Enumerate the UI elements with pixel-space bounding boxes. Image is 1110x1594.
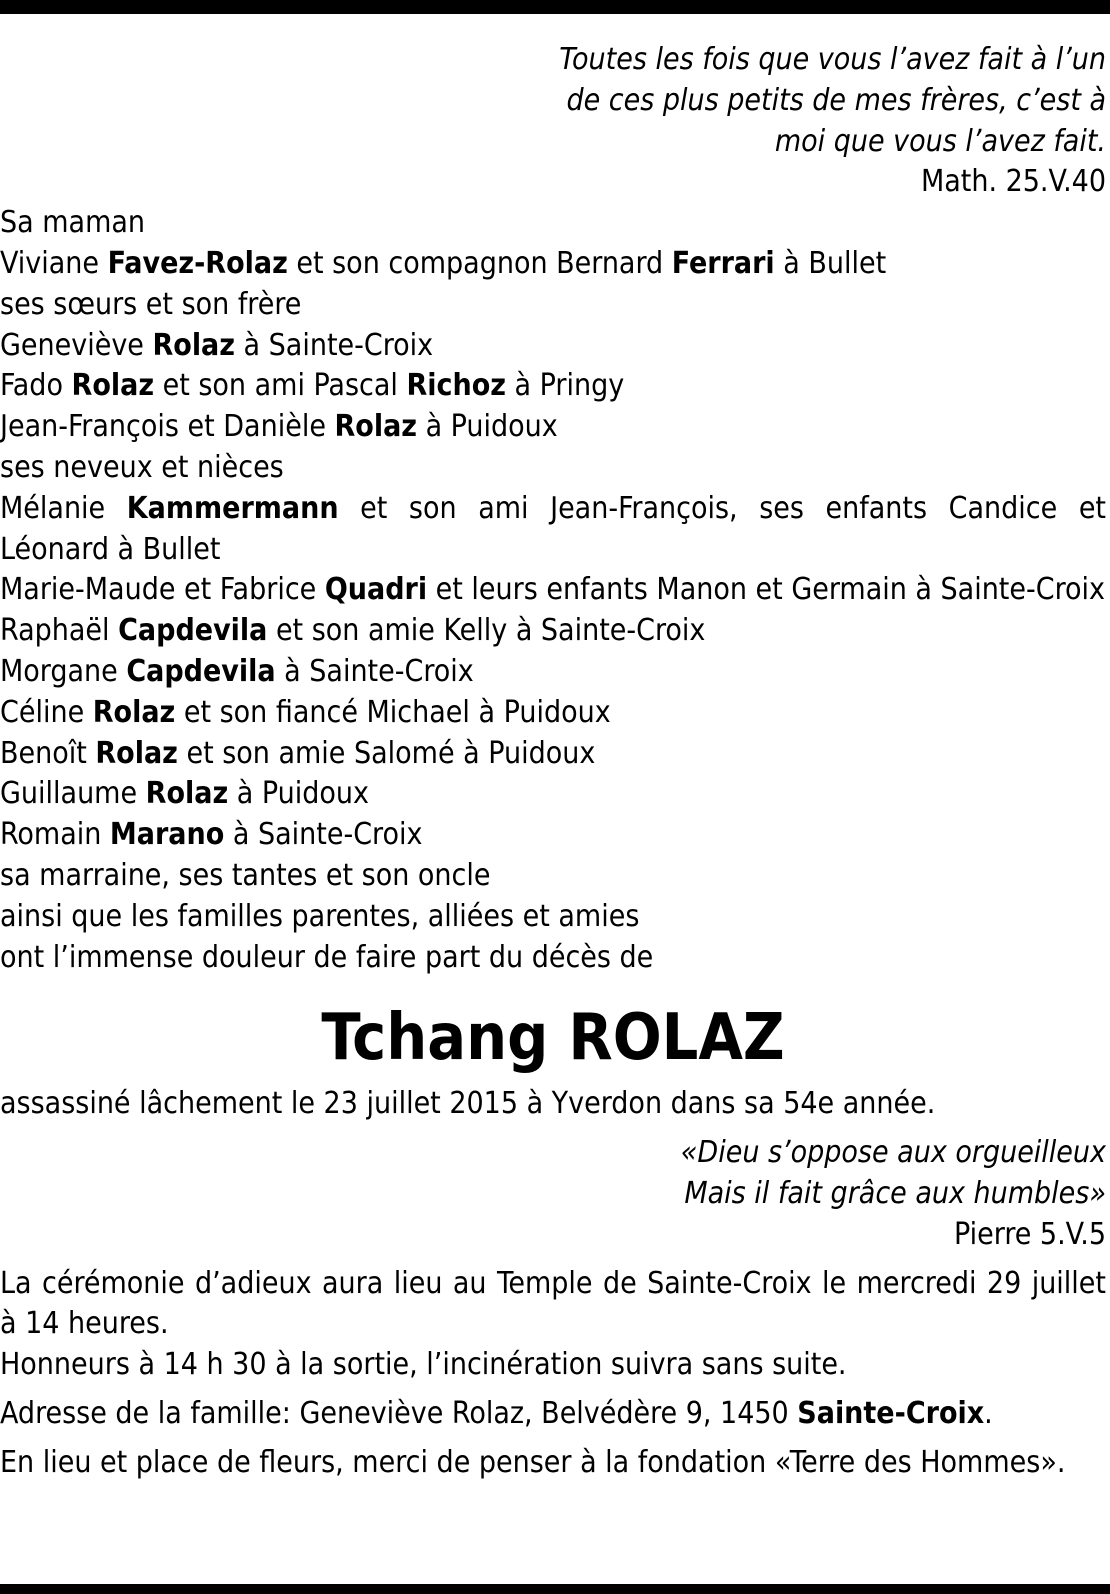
family-text: à Bullet	[774, 245, 887, 281]
family-text: Raphaël	[0, 613, 119, 649]
family-text: et son ami Pascal	[154, 368, 407, 404]
family-text: et son ami Jean-François, ses enfants Candice et Léonard à Bullet	[0, 490, 1107, 567]
honours-info: Honneurs à 14 h 30 à la sortie, l’incinération suivra sans suite.	[0, 1347, 847, 1383]
epigraph-reference: Math. 25.V.40	[920, 164, 1106, 200]
top-border-rule	[0, 0, 1110, 14]
family-surname: Rolaz	[92, 694, 176, 730]
family-line: ses neveux et nièces	[0, 449, 284, 485]
family-text: Guillaume	[0, 776, 146, 812]
family-line	[0, 326, 1106, 367]
bottom-border-rule	[0, 1584, 1110, 1594]
family-address	[0, 1394, 1106, 1435]
family-surname: Favez-Rolaz	[107, 245, 288, 281]
family-line	[0, 815, 1106, 856]
epigraph-quote	[0, 40, 1106, 203]
family-line: sa marraine, ses tantes et son oncle	[0, 857, 491, 893]
family-line	[0, 652, 1106, 693]
epigraph-line: Toutes les fois que vous l’avez fait à l’un	[559, 42, 1106, 77]
family-text: à Puidoux	[228, 776, 369, 812]
family-text: Morgane	[0, 653, 127, 689]
family-line	[0, 570, 1106, 611]
family-text: Mélanie	[0, 490, 127, 526]
address-text: Adresse de la famille: Geneviève Rolaz, Belvédère 9, 1450	[0, 1395, 798, 1431]
family-line	[0, 489, 1106, 571]
family-surname: Rolaz	[95, 735, 178, 771]
family-surname: Rolaz	[71, 368, 155, 404]
family-text: et leurs enfants Manon et Germain à Sainte-Croix	[427, 572, 1105, 608]
quote-reference: Pierre 5.V.5	[954, 1216, 1106, 1252]
family-line	[0, 774, 1106, 815]
second-quote	[0, 1133, 1106, 1255]
family-surname: Rolaz	[145, 776, 229, 812]
family-text: Viviane	[0, 245, 108, 281]
family-line: Sa maman	[0, 205, 146, 241]
family-line	[0, 611, 1106, 652]
family-line	[0, 693, 1106, 734]
family-text: Geneviève	[0, 327, 153, 363]
death-notice: assassiné lâchement le 23 juillet 2015 à Yverdon dans sa 54e année.	[0, 1086, 936, 1122]
family-text: à Sainte-Croix	[224, 817, 423, 853]
epigraph-line: de ces plus petits de mes frères, c’est à	[566, 82, 1106, 118]
family-text: Romain	[0, 817, 110, 853]
family-surname: Quadri	[324, 572, 428, 608]
family-surname: Rolaz	[334, 409, 417, 445]
obituary-notice	[0, 40, 1106, 1484]
address-city: Sainte-Croix	[797, 1395, 985, 1431]
deceased-name: Tchang ROLAZ	[321, 1001, 785, 1076]
family-line	[0, 244, 1106, 285]
family-list	[0, 203, 1106, 978]
family-text: Marie-Maude et Fabrice	[0, 572, 325, 608]
family-line: ainsi que les familles parentes, alliées et amies	[0, 898, 640, 934]
family-text: Benoît	[0, 735, 96, 771]
address-text: .	[984, 1395, 993, 1431]
epigraph-line: moi que vous l’avez fait.	[774, 123, 1106, 159]
family-surname: Kammermann	[126, 490, 339, 526]
family-surname: Richoz	[406, 368, 506, 404]
family-text: et son amie Salomé à Puidoux	[177, 735, 596, 771]
family-text: et son compagnon Bernard	[287, 245, 672, 281]
family-line	[0, 366, 1106, 407]
family-surname: Capdevila	[126, 653, 276, 689]
family-text: Jean-François et Danièle	[0, 409, 335, 445]
quote-line: «Dieu s’oppose aux orgueilleux	[680, 1135, 1106, 1171]
family-text: Fado	[0, 368, 72, 404]
family-surname: Rolaz	[152, 327, 235, 363]
flowers-note: En lieu et place de fleurs, merci de penser à la fondation «Terre des Hommes».	[0, 1444, 1066, 1480]
family-text: et son fiancé Michael à Puidoux	[175, 694, 611, 730]
family-text: à Sainte-Croix	[234, 327, 434, 363]
family-text: à Pringy	[505, 368, 625, 404]
family-line: ses sœurs et son frère	[0, 286, 302, 322]
family-text: à Sainte-Croix	[275, 653, 474, 689]
family-surname: Capdevila	[118, 613, 268, 649]
family-surname: Ferrari	[671, 245, 775, 281]
quote-line: Mais il fait grâce aux humbles»	[684, 1175, 1106, 1211]
family-text: Céline	[0, 694, 93, 730]
family-surname: Marano	[109, 817, 225, 853]
family-text: à Puidoux	[417, 409, 558, 445]
ceremony-info: La cérémonie d’adieux aura lieu au Temple de Sainte-Croix le mercredi 29 juillet à 14 heures.	[0, 1265, 1106, 1342]
family-line: ont l’immense douleur de faire part du décès de	[0, 939, 654, 975]
family-line	[0, 407, 1106, 448]
family-line	[0, 734, 1106, 775]
family-text: et son amie Kelly à Sainte-Croix	[267, 613, 706, 649]
